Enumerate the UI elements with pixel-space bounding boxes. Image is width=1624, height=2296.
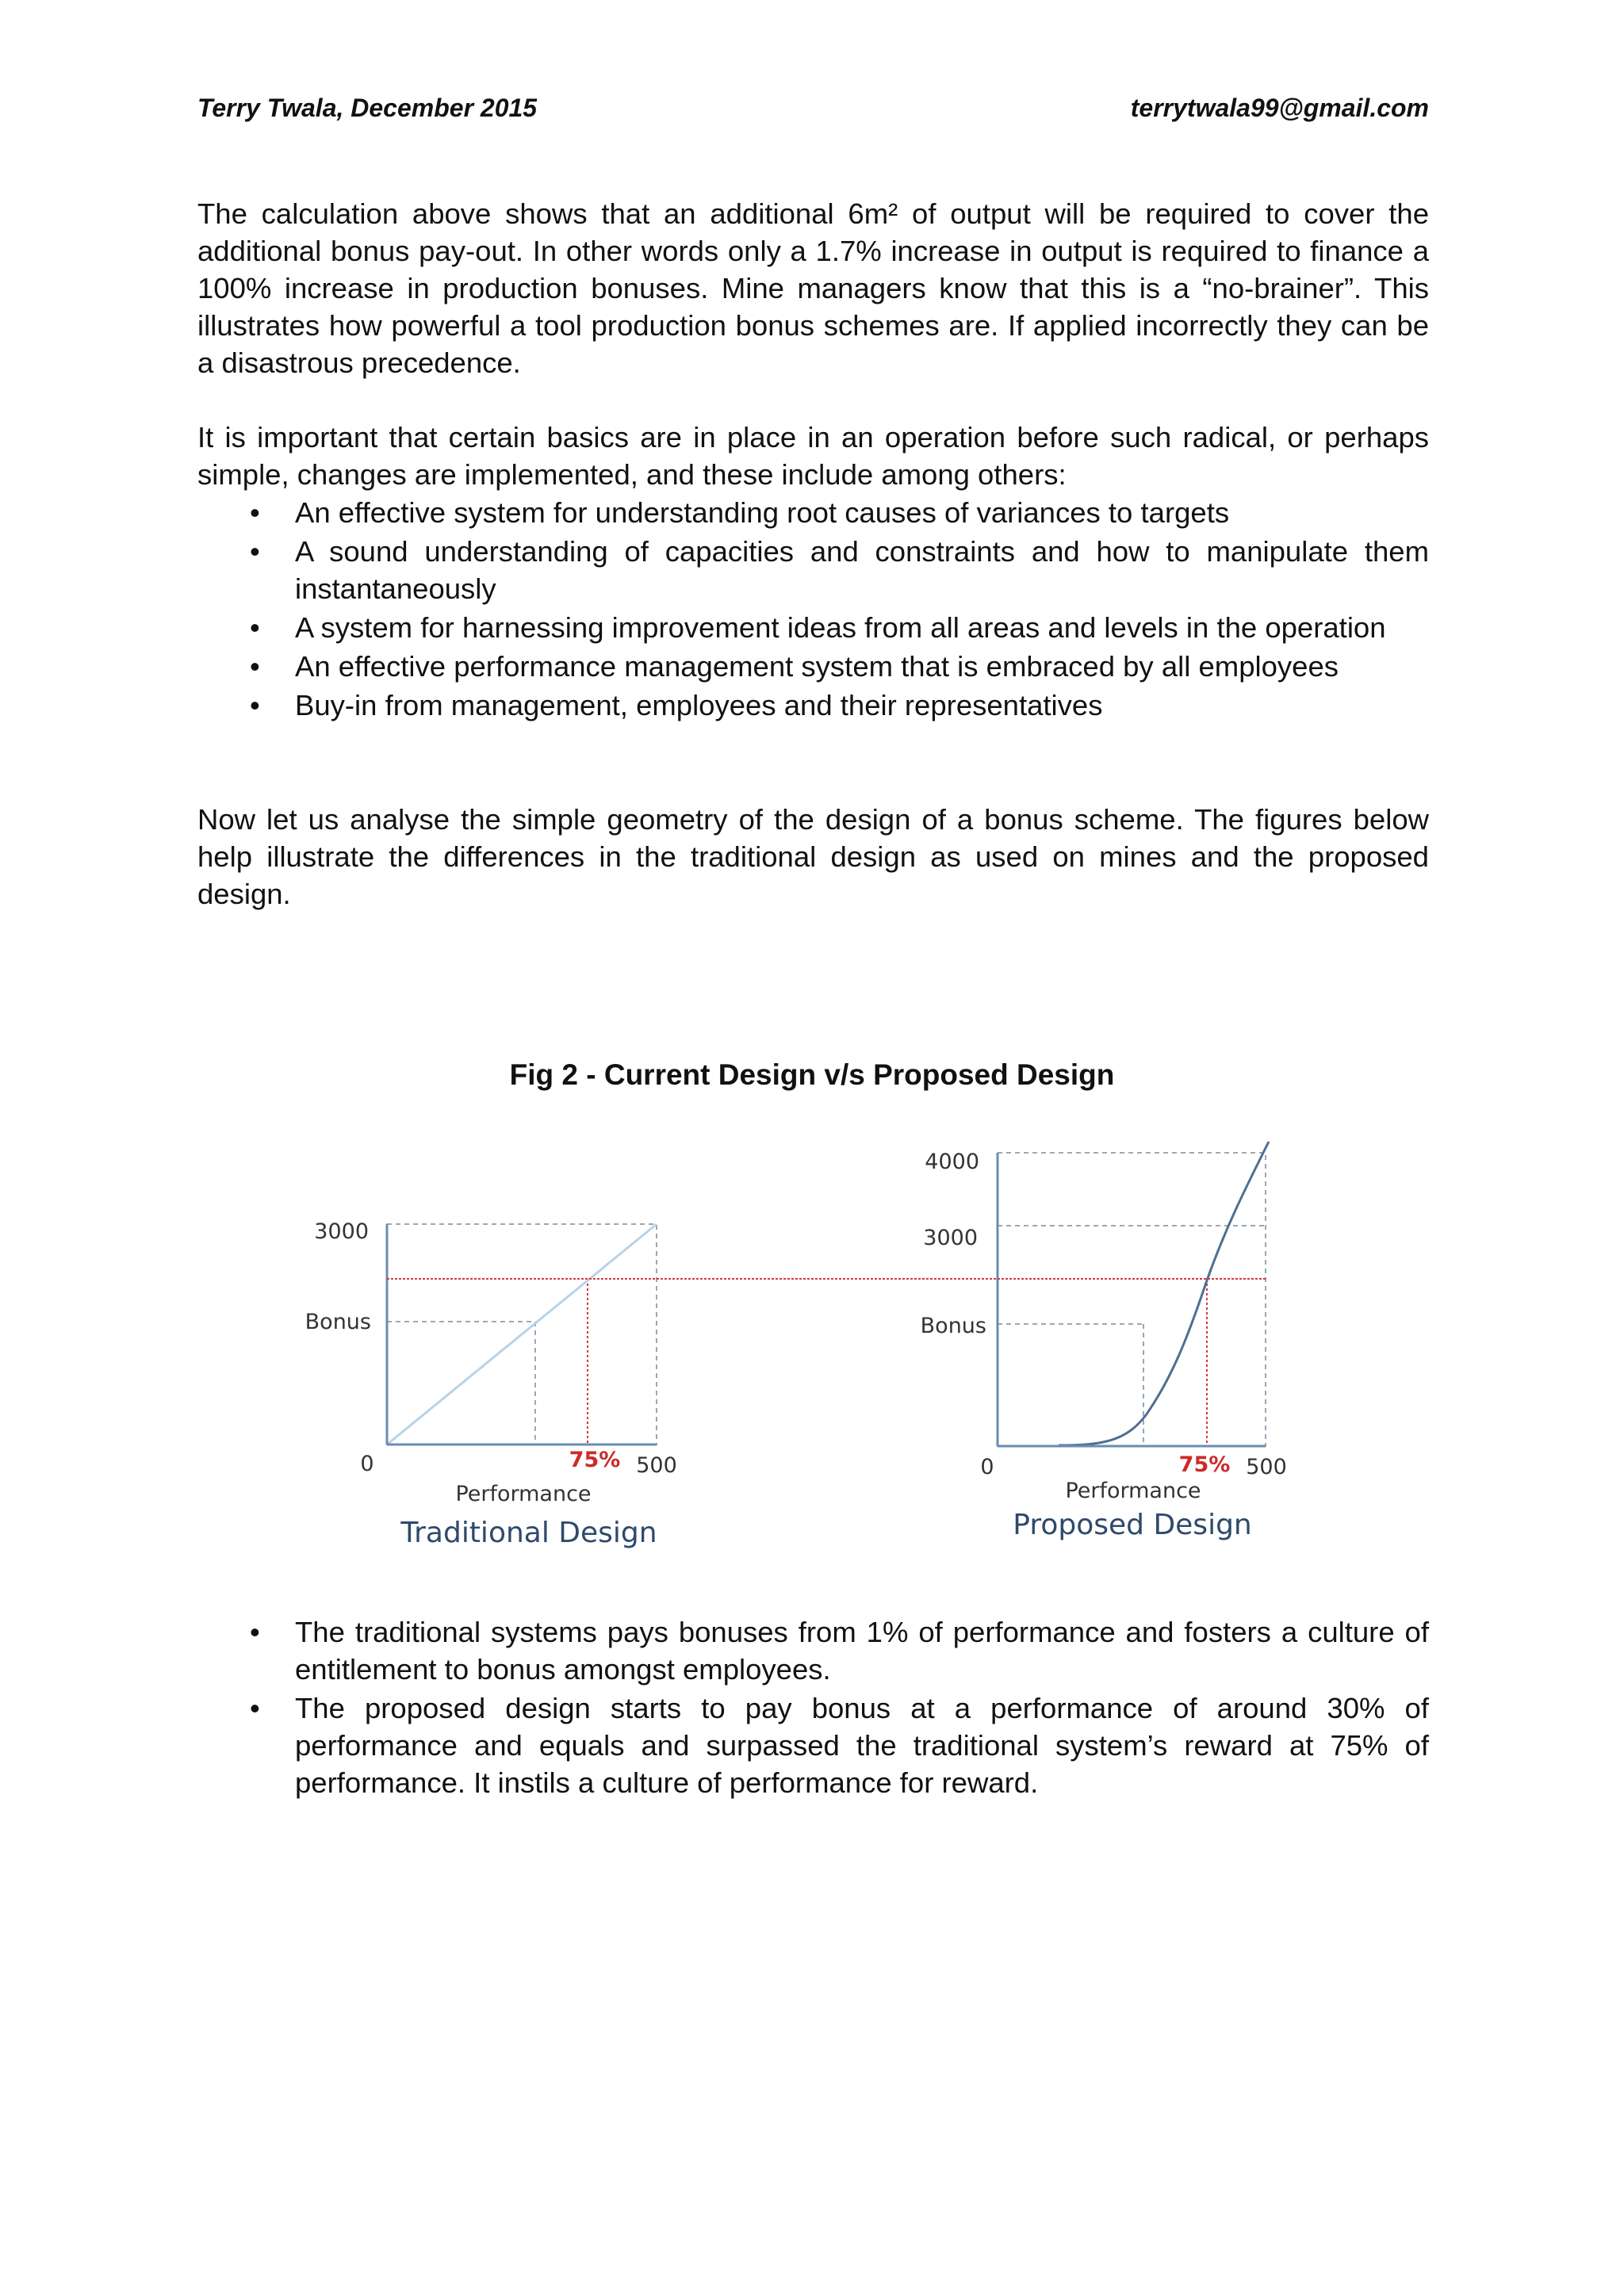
figure-title: Fig 2 - Current Design v/s Proposed Design — [509, 1058, 1115, 1091]
figure-charts — [0, 1110, 1624, 1570]
chart-proposed-ytick-4000: 4000 — [925, 1150, 979, 1174]
chart-proposed-curve — [1059, 1142, 1269, 1445]
chart-traditional-ytick-3000: 3000 — [314, 1219, 369, 1244]
basics-list — [197, 494, 1429, 725]
chart-proposed-title: Proposed Design — [1013, 1509, 1252, 1541]
list-item: • A system for harnessing improvement ideas from all areas and levels in the operation — [197, 609, 1429, 646]
bullet-icon: • — [250, 611, 260, 644]
chart-proposed — [921, 1142, 1287, 1541]
chart-proposed-ytick-3000: 3000 — [923, 1226, 978, 1250]
design-comparison-list — [197, 1613, 1429, 1803]
chart-proposed-xtick-75: 75% — [1178, 1452, 1231, 1477]
bullet-icon: • — [250, 1616, 260, 1648]
list-item: • The proposed design starts to pay bonus at a performance of around 30% of performance and equals and surpassed the traditional system’s reward at 75% of performance. It instils a culture of performance for reward. — [197, 1689, 1429, 1801]
paragraph-geometry: Now let us analyse the simple geometry of the design of a bonus scheme. The figures below help illustrate the differences in the traditional design as used on mines and the proposed design. — [197, 803, 1429, 910]
list-item: • An effective system for understanding root causes of variances to targets — [197, 494, 1429, 531]
bullet-icon: • — [250, 1692, 260, 1724]
chart-traditional-xlabel: Performance — [455, 1482, 592, 1506]
chart-traditional-xtick-75: 75% — [569, 1448, 621, 1472]
list-item: • A sound understanding of capacities and constraints and how to manipulate them instantaneously — [197, 533, 1429, 607]
chart-traditional-line — [387, 1224, 657, 1445]
bullet-icon: • — [250, 650, 260, 683]
bullet-icon: • — [250, 689, 260, 721]
chart-traditional-title: Traditional Design — [400, 1517, 657, 1549]
chart-proposed-xtick-500: 500 — [1246, 1455, 1287, 1479]
chart-proposed-ytick-bonus: Bonus — [920, 1314, 986, 1338]
chart-traditional-xtick-500: 500 — [636, 1453, 677, 1478]
paragraph-basics: It is important that certain basics are in place in an operation before such radical, or perhaps simple, changes are implemented, and these include among others: — [197, 421, 1429, 491]
chart-traditional-xtick-0: 0 — [360, 1452, 374, 1476]
paragraph-calculation: The calculation above shows that an additional 6m² of output will be required to cover the additional bonus pay-out. In other words only a 1.7% increase in output is required to finance a 100% increase in production bonuses. Mine managers know that this is a “no-brainer”. This illustrates how powerful a tool production bonus schemes are. If applied incorrectly they can be a disastrous precedence. — [197, 197, 1429, 379]
chart-proposed-xtick-0: 0 — [980, 1455, 994, 1479]
list-item: • An effective performance management system that is embraced by all employees — [197, 648, 1429, 685]
bullet-icon: • — [250, 535, 260, 568]
header-email: terrytwala99@gmail.com — [1130, 94, 1429, 122]
bullet-icon: • — [250, 496, 260, 529]
chart-proposed-xlabel: Performance — [1065, 1479, 1201, 1503]
list-item: • Buy-in from management, employees and their representatives — [197, 687, 1429, 724]
list-item: • The traditional systems pays bonuses from 1% of performance and fosters a culture of entitlement to bonus amongst employees. — [197, 1613, 1429, 1688]
chart-proposed-frame — [998, 1153, 1266, 1446]
chart-traditional-ytick-bonus: Bonus — [304, 1310, 371, 1334]
header-author-date: Terry Twala, December 2015 — [197, 94, 538, 122]
chart-traditional — [305, 1219, 677, 1549]
